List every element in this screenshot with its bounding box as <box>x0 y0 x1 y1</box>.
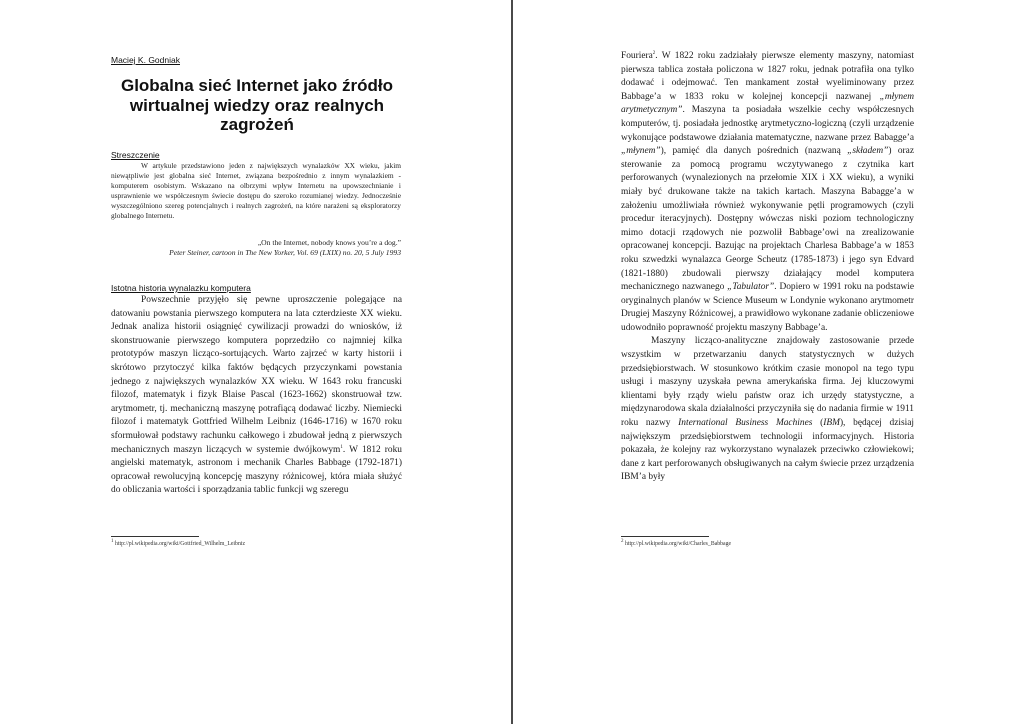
body-column-right <box>621 50 914 485</box>
document-page-right <box>513 0 1024 724</box>
footnote-url: http://pl.wikipedia.org/wiki/Charles_Babbage <box>624 541 732 547</box>
body-text: . Maszyna ta posiadała wszelkie cechy współczesnych komputerów, tj. posiadała jednostkę arytmetyczno-logiczną (czyli urządzenie wykonujące podstawowe działania matematyczne, nazwane przez Babagge’a <box>621 105 914 143</box>
italic-term: International Business Machines <box>678 418 813 429</box>
abstract-text: W artykule przedstawiono jeden z największych wynalazków XX wieku, jakim niewątpliwie jest globalna sieć Internet, związana bezpośrednio z innym wynalazkiem - komputerem osobistym. Wskazano na olbrzymi wpływ Internetu na upowszechnianie i usprawnienie we współczesnym świecie dostępu do szeroko rozumianej wiedzy. Jednocześnie wyszczególniono szereg potencjalnych i realnych zagrożeń, na które narażeni są eksploratorzy globalnego Internetu. <box>111 161 401 221</box>
section-heading: Istotna historia wynalazku komputera <box>111 283 251 293</box>
body-text: ), pamięć dla danych pośrednich (nazwaną <box>660 146 848 157</box>
epigraph-source: Peter Steiner, cartoon in The New Yorker, Vol. 69 (LXIX) no. 20, 5 July 1993 <box>169 248 401 257</box>
footnote-marker: 1 <box>111 539 114 545</box>
italic-term: IBM <box>823 418 840 429</box>
document-page-left <box>0 0 511 724</box>
italic-term: „młynem arytmetycznym” <box>621 91 914 116</box>
italic-term: „Tabulator” <box>727 282 775 293</box>
body-text: Maszyny licząco-analityczne znajdowały zastosowanie przede wszystkim w przetwarzaniu danych statystycznych w dużych przedsiębiorstwach. W stosunkowo krótkim czasie monopol na tego typu usługi i maszyny uzyskała pewna amerykańska firma. Jej kluczowymi klientami były rządy wielu państw oraz ich urzędy statystyczne, a międzynarodowa skala działalności przyczyniła się do nadania firmie w 1911 roku nazwy <box>621 336 914 429</box>
abstract-heading: Streszczenie <box>111 150 160 160</box>
footnote-ref-2: 2 <box>652 50 656 56</box>
footnote-marker: 2 <box>621 539 624 545</box>
body-text: ), będącej dzisiaj największym przedsiębiorstwem technologii informacyjnych. Historia pokazała, że kolejny raz wykorzystano wynalazek przeciwko człowiekowi; dane z kart perforowanych obsługiwanych na całym świecie przez urządzenia IBM’a były <box>621 418 914 483</box>
epigraph-quote: „On the Internet, nobody knows you’re a dog.” <box>257 238 401 247</box>
footnote-2 <box>621 541 731 548</box>
italic-term: „młynem” <box>621 146 661 157</box>
body-text: . Dopiero w 1991 roku na podstawie oryginalnych planów w Science Museum w Londynie wykonano arytmometr Drugiej Maszyny Różnicowej, a prawidłowo wykonane zadanie obliczeniowe udowodniło poprawność projektu maszyny Babbage’a. <box>621 282 914 333</box>
footnote-separator <box>111 536 199 537</box>
article-title: Globalna sieć Internet jako źródło wirtualnej wiedzy oraz realnych zagrożeń <box>120 76 394 134</box>
author-name: Maciej K. Godniak <box>111 55 180 65</box>
body-text: Powszechnie przyjęło się pewne uproszczenie polegające na datowaniu powstania pierwszego komputera na lata czterdzieste XX wieku. Jednak analiza historii osiągnięć cywilizacji prowadzi do wniosków, iż skonstruowanie pierwszego komputera poprzedziło co najmniej kilka prototypów maszyn licząco-sortujących. Warto zajrzeć w karty historii i skrótowo przytoczyć kilka faktów będących przyczynkami powstania jednego z największych wynalazków XX wieku. W 1643 roku francuski filozof, matematyk i fizyk Blaise Pascal (1623-1662) skonstruował tzw. arytmometr, tj. mechaniczną maszynę potrafiącą dodawać liczby. Niemiecki filozof i matematyk Gottfried Wilhelm Leibniz (1646-1716) w 1670 roku sformułował podstawy rachunku całkowego i zbudował jedną z pierwszych mechanicznych maszyn liczących w systemie dwójkowym <box>111 295 402 455</box>
body-text: . W 1822 roku zadziałały pierwsze elementy maszyny, natomiast pierwsza tablica została policzona w 1827 roku, jednak potrafiła ona tylko dodawać i odejmować. Ten mankament został wyeliminowany przez Babbage’a w 1833 roku w kolejnej koncepcji nazwanej <box>621 51 914 102</box>
body-text: ) oraz sterowanie za pomocą programu wczytywanego z czytnika kart perforowanych (wynalezionych na przełomie XIX i XX wieku), a wyniki miały być drukowane także na takich kartach. Maszyna Babagge’a w założeniu umożliwiała również wykonywanie pętli programowych (czyli procedur iteracyjnych). Dostępny wówczas niski poziom technologiczny mimo dotacji rządowych nie pozwolił Babbage’owi na zrealizowanie opracowanej koncepcji. Bazując na projektach Charlesa Babbage’a w 1853 roku szwedzki wynalazca George Scheutz (1785-1873) i jego syn Edvard (1821-1880) zbudowali pierwszy działający model komputera mechanicznego nazwanego <box>621 146 914 293</box>
body-paragraph <box>621 50 914 335</box>
footnote-1 <box>111 541 245 548</box>
footnote-url: http://pl.wikipedia.org/wiki/Gottfried_Wilhelm_Leibniz <box>114 541 246 547</box>
epigraph <box>111 238 401 258</box>
body-paragraph-left <box>111 294 402 498</box>
footnote-ref-1: 1 <box>340 444 343 450</box>
body-text: Fouriera <box>621 51 653 61</box>
body-text: . W 1812 roku angielski matematyk, astronom i mechanik Charles Babbage (1792-1871) opracował rewolucyjną koncepcję maszyny różnicowej, która miała służyć do obliczania wartości i sporządzania tablic funkcji wg szeregu <box>111 444 402 496</box>
body-paragraph <box>621 335 914 485</box>
body-text: ( <box>812 418 824 429</box>
italic-term: „składem” <box>847 146 889 157</box>
footnote-separator <box>621 536 709 537</box>
